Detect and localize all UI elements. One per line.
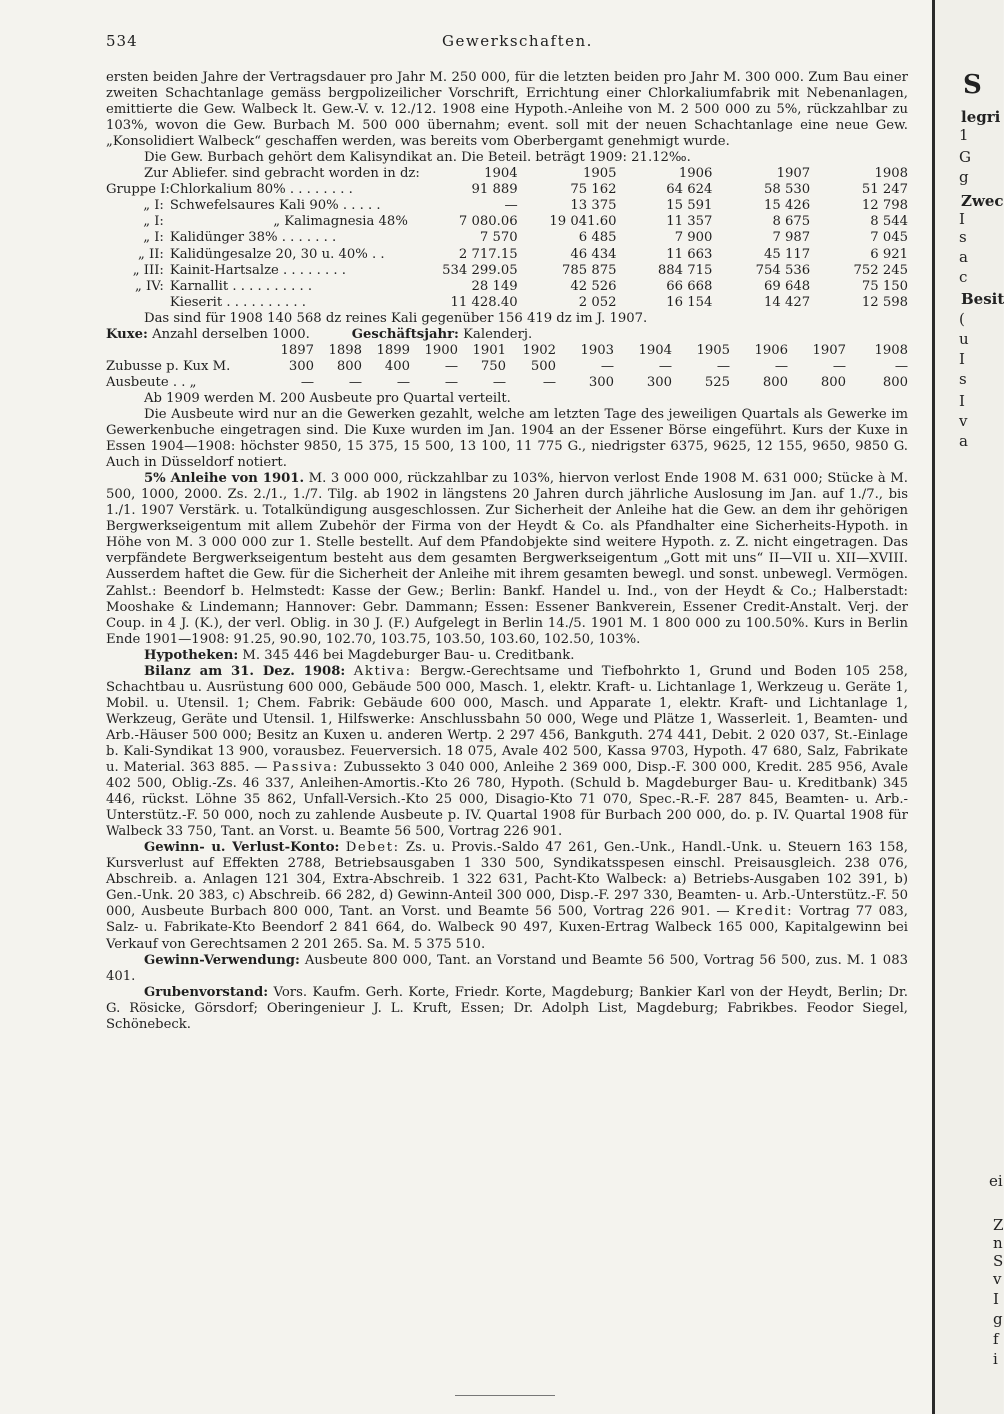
table-row (106, 295, 908, 311)
adjacent-page-edge (932, 0, 1003, 1414)
table-row (106, 279, 908, 295)
kuxe-year-row (106, 343, 908, 359)
year-header: 1904 (638, 342, 672, 358)
margin-fragment: I (959, 392, 965, 410)
value-cell: 13 375 (570, 198, 617, 214)
margin-fragment: c (959, 268, 968, 286)
value-cell: 28 149 (471, 278, 518, 294)
table-row (106, 182, 908, 198)
guv-paragraph: Gewinn- u. Verlust-Konto: Debet: Zs. u. Provis.-Saldo 47 261, Gen.-Unk., Handl.-Unk. u. Steuern 163 158, Kursverlust auf Effekten 2788, Betriebsausgaben 1 330 500, Syndikatsspesen einschl. Preisausgleich. 238 076, Abschreib. a. Anlagen 121 304, Extra-Abschreib. 1 322 631, Pacht-Kto Walbeck: a) Betriebs-Ausgaben 102 391, b) Gen.-Unk. 20 383, c) Abschreib. 66 282, d) Gewinn-Anteil 300 000, Disp.-F. 297 330, Beamten- u. Arb.-Unterstütz.-F. 50 000, Ausbeute Burbach 800 000, Tant. an Vorst. und Beamte 56 500, Vortrag 226 901. — Kredit: Vortrag 77 083, Salz- u. Fabrikate-Kto Beendorf 2 841 664, do. Walbeck 90 497, Kuxen-Ertrag Walbeck 165 000, Kapitalgewinn bei Verkauf von Gerechtsamen 2 201 265. Sa. M. 5 375 510. (106, 840, 908, 952)
margin-fragment: G (959, 148, 971, 166)
margin-fragment: ( (959, 310, 965, 328)
value-cell: 11 357 (666, 214, 713, 230)
year-header: 1906 (754, 342, 788, 358)
product-cell: Schwefelsaures Kali 90% . . . . . (169, 198, 381, 214)
ablieferung-table (106, 166, 908, 310)
vorstand-title: Grubenvorstand: (144, 984, 269, 1000)
margin-fragment: g (959, 168, 969, 186)
bilanz-paragraph: Bilanz am 31. Dez. 1908: Aktiva: Bergw.-Gerechtsame und Tiefbohrkto 1, Grund und Boden 105 258, Schachtbau u. Ausrüstung 600 000, Gebäude 500 000, Masch. 1, elektr. Kraft- u. Lichtanlage 1, Werkzeug u. Geräte 1, Mobil. u. Utensil. 1; Chem. Fabrik: Gebäude 600 000, Masch. und Apparate 1, elektr. Kraft- und Lichtanlage 1, Werkzeug, Geräte und Utensil. 1, Hilfswerke: Anschlussbahn 50 000, Wege und Plätze 1, Wasserleit. 1, Beamten- und Arb.-Häuser 500 000; Besitz an Kuxen u. anderen Wertp. 2 297 456, Bankguth. 274 441, Debit. 2 020 037, St.-Einlage b. Kali-Syndikat 13 900, vorausbez. Feuerversich. 18 075, Avale 402 500, Kassa 9703, Hypoth. 47 680, Salz, Fabrikate u. Material. 363 885. — Passiva: Zubussekto 3 040 000, Anleihe 2 369 000, Disp.-F. 300 000, Kredit. 285 956, Avale 402 500, Oblig.-Zs. 46 337, Anleihen-Amortis.-Kto 26 780, Hypoth. (Schuld b. Magdeburger Bau- u. Kreditbank) 345 446, rückst. Löhne 35 862, Unfall-Versich.-Kto 25 000, Disagio-Kto 71 070, Spec.-R.-F. 287 845, Beamten- u. Arb.-Unterstütz.-F. 50 000, noch zu zahlende Ausbeute p. IV. Quartal 1908 für Burbach 200 000, do. p. IV. Quartal 1908 für Walbeck 33 750, Tant. an Vorst. u. Beamte 56 500, Vortrag 226 901. (106, 663, 908, 840)
value-cell: 800 (882, 374, 908, 390)
value-cell: 754 536 (755, 262, 811, 278)
value-cell: 14 427 (764, 294, 811, 310)
running-title: Gewerkschaften. (442, 32, 593, 50)
value-cell: 16 154 (666, 294, 713, 310)
product-cell: Kieserit . . . . . . . . . . (169, 294, 306, 310)
verwendung-text: Ausbeute 800 000, Tant. an Vorstand und Beamte 56 500, Vortrag 56 500, zus. M. 1 083 401. (106, 952, 908, 984)
product-cell: Kalidünger 38% . . . . . . . (169, 230, 337, 246)
value-cell: 800 (820, 374, 846, 390)
value-cell: — (300, 374, 314, 390)
body-text (106, 70, 908, 1033)
value-cell: 15 591 (666, 198, 713, 214)
passiva-text: Zubussekto 3 040 000, Anleihe 2 369 000, Disp.-F. 300 000, Kredit. 285 956, Avale 402 500, Oblig.-Zs. 46 337, Anleihen-Amortis.-Kto 26 780, Hypoth. (Schuld b. Magdeburger Bau- u. Kreditbank) 345 446, rückst. Löhne 35 862, Unfall-Versich.-Kto 25 000, Disagio-Kto 71 070, Spec.-R.-F. 287 845, Beamten- u. Arb.-Unterstütz.-F. 50 000, noch zu zahlende Ausbeute p. IV. Quartal 1908 für Burbach 200 000, do. p. IV. Quartal 1908 für Walbeck 33 750, Tant. an Vorst. u. Beamte 56 500, Vortrag 226 901. (106, 760, 908, 840)
margin-fragment: s (959, 228, 967, 246)
ablieferung-header-row (106, 166, 908, 182)
product-cell: Chlorkalium 80% . . . . . . . . (169, 182, 353, 198)
product-cell: Karnallit . . . . . . . . . . (169, 278, 313, 294)
value-cell: 750 (480, 358, 506, 374)
anleihe-text: M. 3 000 000, rückzahlbar zu 103%, hiervon verlost Ende 1908 M. 631 000; Stücke à M. 500, 1000, 2000. Zs. 2./1., 1./7. Tilg. ab 1902 in längstens 20 Jahren durch jährliche Auslosung im Jan. auf 1./7., bis 1./1. 1907 Verstärk. u. Totalkündigung ausgeschlossen. Zur Sicherheit der Anleihe hat die Gew. an dem ihr gehörigen Bergwerkseigentum mit allem Zubehör der Firma von der Heydt & Co. als Pfandhalter eine Sicherheits-Hypoth. in Höhe von M. 3 000 000 zur 1. Stelle bestellt. Auf dem Pfandobjekte sind weitere Hypoth. z. Z. nicht eingetragen. Das verpfändete Bergwerkseigentum besteht aus dem gesamten Bergwerkseigentum „Gott mit uns“ II—VII u. XII—XVIII. Ausserdem haftet die Gew. für die Sicherheit der Anleihe mit ihrem gesamten bewegl. und sonst. unbewegl. Vermögen. Zahlst.: Beendorf b. Helmstedt: Kasse der Gew.; Berlin: Bankf. Handel u. Ind., von der Heydt & Co.; Halberstadt: Mooshake & Lindemann; Hannover: Gebr. Dammann; Essen: Essener Bankverein, Essener Credit-Anstalt. Verj. der Coup. in 4 J. (K.), der verl. Oblig. in 30 J. (F.) Aufgelegt in Berlin 14./5. 1901 M. 1 800 000 zu 100.50%. Kurs in Berlin Ende 1901—1908: 91.25, 90.90, 102.70, 103.75, 103.50, 103.60, 102.50, 103%. (106, 471, 908, 647)
year-header: 1907 (812, 342, 846, 358)
year-header: 1900 (424, 342, 458, 358)
group-cell: „ IV: (135, 278, 164, 294)
ablieferung-summary: Das sind für 1908 140 568 dz reines Kali gegenüber 156 419 dz im J. 1907. (144, 310, 648, 326)
margin-fragment: I (959, 210, 965, 228)
product-cell: Kainit-Hartsalze . . . . . . . . (169, 262, 346, 278)
group-cell: „ I: (143, 198, 164, 214)
page-header (106, 32, 922, 54)
value-cell: 884 715 (657, 262, 713, 278)
group-cell: Gruppe I: (106, 182, 170, 198)
value-cell: 8 544 (870, 214, 908, 230)
guv-title: Gewinn- u. Verlust-Konto: (144, 840, 340, 856)
geschaeftsjahr-value: Kalenderj. (463, 326, 533, 342)
margin-fragment: a (959, 432, 968, 450)
value-cell: 500 (530, 358, 556, 374)
margin-fragment: v (959, 412, 968, 430)
value-cell: 800 (762, 374, 788, 390)
passiva-label: Passiva: (272, 760, 339, 776)
margin-fragment: 1 (959, 126, 969, 144)
value-cell: 46 434 (570, 246, 617, 262)
year-header: 1904 (484, 166, 518, 182)
year-header: 1899 (376, 342, 410, 358)
value-cell: — (348, 374, 362, 390)
value-cell: 91 889 (471, 182, 518, 198)
value-cell: 66 668 (666, 278, 713, 294)
value-cell: 300 (588, 374, 614, 390)
value-cell: 12 598 (861, 294, 908, 310)
year-header: 1905 (696, 342, 730, 358)
value-cell: 7 080.06 (458, 214, 518, 230)
margin-fragment: s (959, 370, 967, 388)
hypotheken-title: Hypotheken: (144, 647, 239, 663)
bilanz-title: Bilanz am 31. Dez. 1908: (144, 663, 346, 679)
ablieferung-label: Zur Abliefer. sind gebracht worden in dz: (144, 166, 420, 182)
value-cell: 42 526 (570, 278, 617, 294)
value-cell: 7 900 (674, 230, 713, 246)
value-cell: — (444, 374, 458, 390)
group-cell: „ III: (132, 262, 164, 278)
zubusse-label: Zubusse p. Kux M. (106, 358, 231, 374)
value-cell: 11 663 (666, 246, 713, 262)
value-cell: — (600, 358, 614, 374)
zubusse-row (106, 359, 908, 375)
intro-paragraph: ersten beiden Jahre der Vertragsdauer pro Jahr M. 250 000, für die letzten beiden pro Jahr M. 300 000. Zum Bau einer zweiten Schachtanlage gemäss bergpolizeilicher Vorschrift, Errichtung einer Chlorkaliumfabrik mit Nebenanlagen, emittierte die Gew. Walbeck lt. Gew.-V. v. 12./12. 1908 eine Hypoth.-Anleihe von M. 2 500 000 zu 5%, rückzahlbar zu 103%, wovon die Gew. Burbach M. 500 000 übernahm; event. soll mit der neuen Schachtanlage eine neue Gew. „Konsolidiert Walbeck“ geschaffen werden, was bereits vom Oberbergamt genehmigt wurde. (106, 70, 908, 150)
value-cell: — (492, 374, 506, 390)
kuxe-table (106, 343, 908, 391)
kuxe-line (106, 327, 908, 343)
value-cell: 7 987 (772, 230, 811, 246)
value-cell: 2 052 (578, 294, 617, 310)
margin-fragment: f (993, 1330, 999, 1348)
year-header: 1908 (874, 166, 908, 182)
value-cell: 800 (336, 358, 362, 374)
value-cell: — (658, 358, 672, 374)
geschaeftsjahr-label: Geschäftsjahr: (351, 326, 459, 342)
margin-fragment: Zwec (961, 192, 1004, 210)
margin-fragment: i (993, 1350, 998, 1368)
product-cell: „ Kalimagnesia 48% (273, 214, 408, 230)
verwendung-title: Gewinn-Verwendung: (144, 952, 300, 968)
ausbeute-label: Ausbeute . . „ (106, 374, 197, 390)
value-cell: — (832, 358, 846, 374)
value-cell: 2 717.15 (458, 246, 518, 262)
group-cell (106, 295, 170, 311)
value-cell: — (542, 374, 556, 390)
value-cell: 7 045 (870, 230, 908, 246)
value-cell: 51 247 (861, 182, 908, 198)
margin-fragment: I (993, 1290, 999, 1308)
year-header: 1902 (522, 342, 556, 358)
table-row (106, 214, 908, 230)
margin-fragment: S (963, 70, 982, 100)
value-cell: — (444, 358, 458, 374)
kredit-text: Vortrag 77 083, Salz- u. Fabrikate-Kto Beendorf 2 841 664, do. Walbeck 90 497, Kuxen-Ertrag Walbeck 165 000, Kapitalgewinn bei Verkauf von Gerechtsamen 2 201 265. Sa. M. 5 375 510. (106, 904, 908, 952)
value-cell: — (894, 358, 908, 374)
value-cell: 12 798 (861, 198, 908, 214)
year-header: 1897 (280, 342, 314, 358)
value-cell: 8 675 (772, 214, 811, 230)
table-row (106, 198, 908, 214)
value-cell: — (774, 358, 788, 374)
year-header: 1903 (580, 342, 614, 358)
value-cell: — (504, 198, 518, 214)
table-row (106, 230, 908, 246)
page-number: 534 (106, 32, 138, 50)
debet-text: Zs. u. Provis.-Saldo 47 261, Gen.-Unk., Handl.-Unk. u. Steuern 163 158, Kursverlust auf Effekten 2788, Betriebsausgaben 1 330 500, Syndikatsspesen einschl. Preisausgleich. 238 076, Abschreib. a. Anlagen 121 304, Extra-Abschreib. 1 322 631, Pacht-Kto Walbeck: a) Betriebs-Ausgaben 102 391, b) Gen.-Unk. 20 383, c) Abschreib. 66 282, d) Gewinn-Anteil 300 000, Disp.-F. 297 330, Beamten- u. Arb.-Unterstütz.-F. 50 000, Ausbeute Burbach 800 000, Tant. an Vorst. und Beamte 56 500, Vortrag 226 901. (106, 840, 908, 920)
ausbeute-note: Ab 1909 werden M. 200 Ausbeute pro Quartal verteilt. (144, 390, 511, 406)
value-cell: — (716, 358, 730, 374)
year-header: 1907 (776, 166, 811, 182)
value-cell: 69 648 (764, 278, 811, 294)
value-cell: 300 (288, 358, 314, 374)
value-cell: 534 299.05 (442, 262, 518, 278)
margin-fragment: Z (993, 1216, 1004, 1234)
group-cell: „ I: (143, 214, 164, 230)
table-row (106, 263, 908, 279)
verwendung-paragraph (106, 953, 908, 985)
anleihe-title: 5% Anleihe von 1901. (144, 471, 305, 487)
value-cell: 400 (384, 358, 410, 374)
syndikat-paragraph: Die Gew. Burbach gehört dem Kalisyndikat an. Die Beteil. beträgt 1909: 21.12‰. (144, 150, 691, 166)
margin-fragment: v (993, 1270, 1002, 1288)
value-cell: 64 624 (666, 182, 713, 198)
vorstand-paragraph (106, 985, 908, 1033)
value-cell: 15 426 (764, 198, 811, 214)
margin-fragment: legri (961, 108, 1001, 126)
hypotheken-paragraph (106, 648, 908, 664)
margin-fragment: a (959, 248, 968, 266)
value-cell: 785 875 (561, 262, 617, 278)
margin-fragment: S (993, 1252, 1004, 1270)
margin-fragment: n (993, 1234, 1003, 1252)
product-cell: Kalidüngesalze 20, 30 u. 40% . . (169, 246, 385, 262)
table-row (106, 247, 908, 263)
aktiva-text: Bergw.-Gerechtsame und Tiefbohrkto 1, Grund und Boden 105 258, Schachtbau u. Ausrüstung 600 000, Gebäude 500 000, Masch. 1, elektr. Kraft- u. Lichtanlage 1, Werkzeug u. Geräte 1, Mobil. u. Utensil. 1; Chem. Fabrik: Gebäude 600 000, Masch. und Apparate 1, elektr. Kraft- und Lichtanlage 1, Werkzeug, Geräte und Utensil. 1, Hilfswerke: Anschlussbahn 50 000, Wege und Plätze 1, Wasserleit. 1, Beamten- und Arb.-Häuser 500 000; Besitz an Kuxen u. anderen Wertp. 2 297 456, Bankguth. 274 441, Debit. 2 020 037, St.-Einlage b. Kali-Syndikat 13 900, vorausbez. Feuerversich. 18 075, Avale 402 500, Kassa 9703, Hypoth. 47 680, Salz, Fabrikate u. Material. 363 885. (106, 663, 908, 776)
aktiva-label: Aktiva: (353, 663, 412, 679)
debet-label: Debet: (345, 840, 400, 856)
value-cell: 19 041.60 (549, 214, 617, 230)
value-cell: 752 245 (853, 262, 908, 278)
value-cell: 6 921 (870, 246, 908, 262)
margin-fragment: ei (989, 1172, 1003, 1190)
kredit-label: Kredit: (735, 904, 794, 920)
year-header: 1906 (678, 166, 713, 182)
vorstand-text: Vors. Kaufm. Gerh. Korte, Friedr. Korte, Magdeburg; Bankier Karl von der Heydt, Berlin; Dr. G. Rösicke, Görsdorf; Oberingenieur J. L. Kruft, Essen; Dr. Adolph List, Magdeburg; Fabrikbes. Feodor Siegel, Schönebeck. (106, 984, 908, 1032)
year-header: 1898 (328, 342, 362, 358)
hypotheken-text: M. 345 446 bei Magdeburger Bau- u. Creditbank. (242, 647, 575, 663)
year-header: 1908 (874, 342, 908, 358)
value-cell: 7 570 (479, 230, 518, 246)
value-cell: 58 530 (764, 182, 811, 198)
section-divider (455, 1395, 555, 1396)
ausbeute-row (106, 375, 908, 391)
value-cell: 75 150 (861, 278, 908, 294)
margin-fragment: g (993, 1310, 1003, 1328)
margin-fragment: I (959, 350, 965, 368)
value-cell: 6 485 (578, 230, 617, 246)
value-cell: 75 162 (570, 182, 617, 198)
ausbeute-paragraph: Die Ausbeute wird nur an die Gewerken gezahlt, welche am letzten Tage des jeweiligen Quartals als Gewerke im Gewerkenbuche eingetragen sind. Die Kuxe wurden im Jan. 1904 an der Essener Börse eingeführt. Kurs der Kuxe in Essen 1904—1908: höchster 9850, 15 375, 15 500, 13 100, 11 775 G., niedrigster 6375, 9625, 12 155, 9650, 9850 G. Auch in Düsseldorf notiert. (106, 406, 908, 471)
value-cell: 11 428.40 (450, 294, 518, 310)
group-cell: „ II: (137, 246, 164, 262)
kuxe-count: Anzahl derselben 1000. (152, 326, 310, 342)
value-cell: 525 (704, 374, 730, 390)
value-cell: — (396, 374, 410, 390)
kuxe-label: Kuxe: (106, 326, 148, 342)
year-header: 1905 (582, 166, 617, 182)
margin-fragment: Besit (961, 290, 1004, 308)
margin-fragment: u (959, 330, 969, 348)
anleihe-paragraph (106, 471, 908, 648)
value-cell: 45 117 (764, 246, 811, 262)
year-header: 1901 (472, 342, 506, 358)
group-cell: „ I: (143, 230, 164, 246)
value-cell: 300 (646, 374, 672, 390)
